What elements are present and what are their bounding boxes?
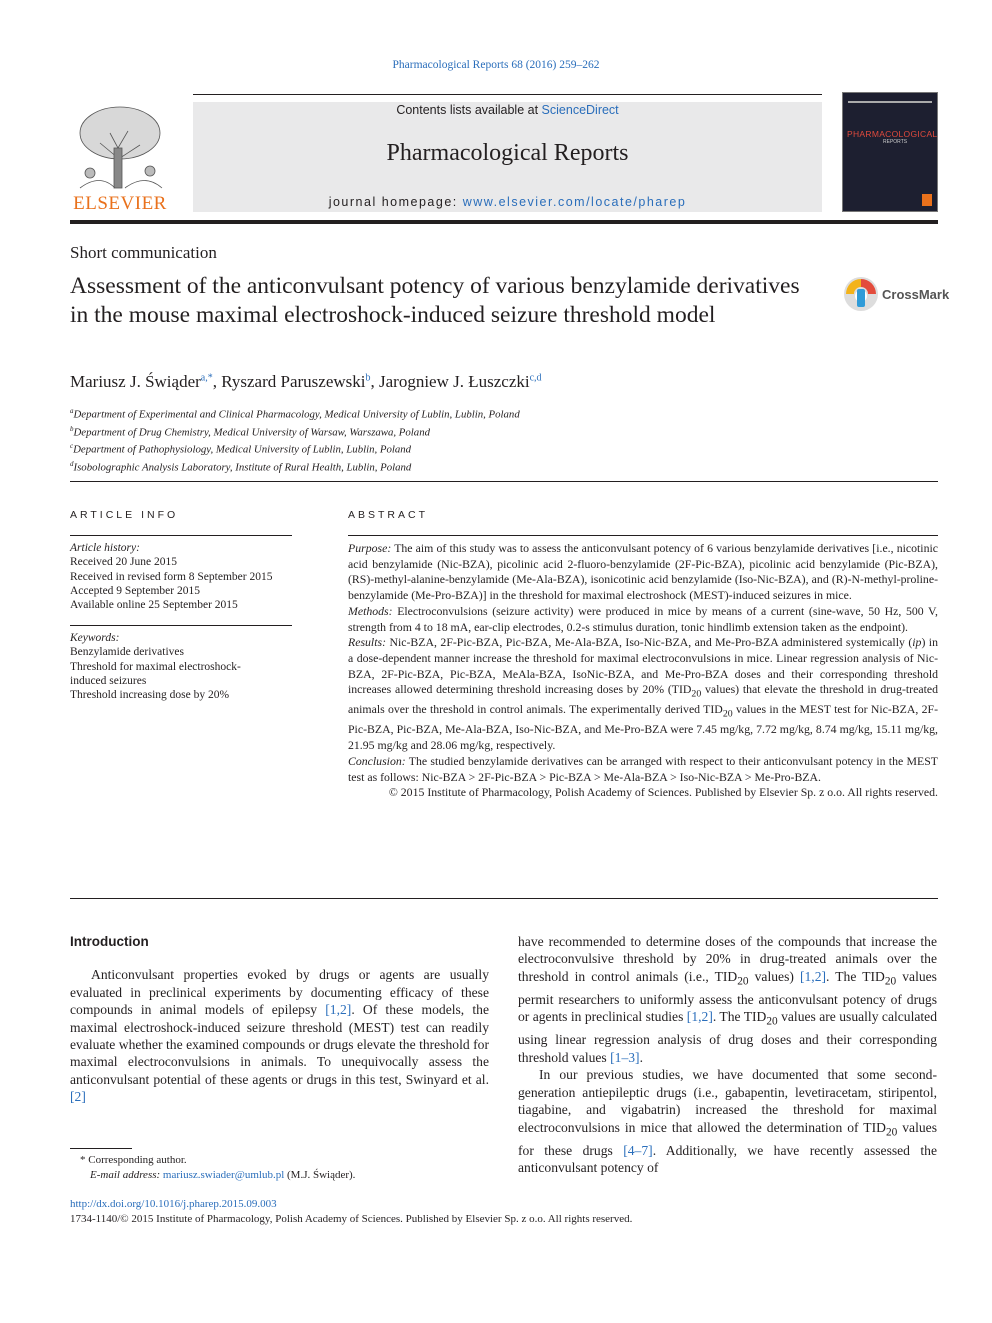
history-revised: Received in revised form 8 September 2015 [70,570,273,583]
keywords-label: Keywords: [70,632,120,644]
footnote-text: Corresponding author. [88,1154,187,1166]
paragraph-text: Anticonvulsant properties evoked by drugs or agents are usually evaluated in preclinical experiments by documenting efficacy of these compounds in animal models of epilepsy [70,967,489,1018]
email-link[interactable]: mariusz.swiader@umlub.pl [162,1169,285,1181]
author-separator: , [370,372,379,391]
affiliation-marker: c [70,442,74,451]
corresponding-marker[interactable]: * [207,372,213,384]
journal-title: Pharmacological Reports [386,140,629,166]
paragraph-text: . The TID [712,1009,767,1025]
citation-link[interactable]: [1,2] [325,1002,352,1018]
author-list [70,372,542,392]
history-label: Article history: [70,542,140,554]
article-info-rule [70,535,292,536]
cover-title: PHARMACOLOGICAL [847,129,938,139]
intro-paragraph-1-cont [518,933,937,1066]
keyword: Threshold increasing dose by 20% [70,689,230,702]
abstract-body [348,541,938,801]
crossmark-icon [842,275,880,313]
paragraph-text: values permit researchers to uniformly assess the anticonvulsant potency of drugs or agents in preclinical studies [518,968,937,1025]
abstract-rule [348,535,938,536]
publisher-name: ELSEVIER [73,193,167,214]
author-1 [70,372,221,391]
subscript: 20 [884,975,897,988]
methods-label: Methods: [348,603,393,618]
abstract-copyright: © 2015 Institute of Pharmacology, Polish Academy of Sciences. Published by Elsevier Sp. z o.o. All rights reserved. [388,785,938,800]
paragraph-text: . Additionally, we have recently assessed the anticonvulsant potency of [518,1142,937,1176]
citation-link[interactable]: [1–3] [610,1049,640,1065]
intro-paragraph-1 [70,966,489,1105]
results-route: ip [912,635,922,650]
subscript: 20 [691,688,702,700]
article-history [70,541,292,612]
intro-paragraph-2 [518,1066,937,1176]
citation-link[interactable]: [1,2] [686,1009,713,1025]
abstract-methods [348,604,938,635]
affiliation-text: Department of Pathophysiology, Medical University of Lublin, Lublin, Poland [73,443,412,456]
elsevier-logo [70,103,170,215]
cover-rule [848,101,932,103]
author-affiliation-marker[interactable]: c,d [529,372,542,384]
results-text: ) in a dose-dependent manner increase the threshold for maximal electroconvulsions in mice. Linear regression analysis of Nic-BZA, 2F-Pic-BZA, Pic-BZA, MeAla-BZA, IsoNic-BZA, and Me-Pro-BZA doses and their corresponding threshold increases allowed determining threshold increasing doses by 20% (TID [348,635,938,697]
abstract-conclusion [348,754,938,785]
email-owner: (M.J. Świąder). [287,1169,356,1181]
abstract-heading: ABSTRACT [348,509,429,521]
author-name: Ryszard Paruszewski [221,372,366,391]
sciencedirect-link[interactable]: ScienceDirect [541,103,619,117]
abstract-bottom-rule [70,898,938,899]
affiliation-text: Department of Experimental and Clinical Pharmacology, Medical University of Lublin, Lublin, Poland [73,408,520,421]
keywords-rule [70,625,292,626]
subscript: 20 [885,1126,898,1139]
elsevier-tree-icon [70,103,170,193]
conclusion-text: The studied benzylamide derivatives can be arranged with respect to their anticonvulsant potency in the MEST test as follows: Nic-BZA > 2F-Pic-BZA > Pic-BZA > Me-Ala-BZA > Iso-Nic-BZA > Me-Pro-BZA. [348,753,938,784]
contents-prefix: Contents lists available at [396,103,539,117]
article-info-heading: ARTICLE INFO [70,509,179,521]
abstract-purpose [348,541,938,604]
history-accepted: Accepted 9 September 2015 [70,584,200,597]
email-note [70,1168,355,1183]
history-online: Available online 25 September 2015 [70,599,238,612]
citation-link[interactable]: [2] [70,1089,86,1105]
abstract-results [348,635,938,754]
footnote-rule [70,1148,132,1149]
journal-reference[interactable]: Pharmacological Reports 68 (2016) 259–262 [392,59,600,71]
info-top-rule [70,481,938,482]
paragraph-text: values) [748,968,800,984]
footnote-marker: * [80,1154,86,1166]
paragraph-text: have recommended to determine doses of the compounds that increase the electroconvulsive threshold by 20% in drug-treated animals over the threshold in control animals (i.e., TID [518,934,937,984]
affiliation-marker: a [70,407,74,415]
banner-top-rule [193,94,822,95]
crossmark-label: CrossMark [882,287,950,302]
subscript: 20 [766,1016,778,1029]
affiliation-c [70,439,520,457]
subscript: 20 [722,708,733,720]
paragraph-text: . [639,1049,643,1065]
footnotes [70,1153,355,1183]
author-affiliation-marker[interactable]: b [365,372,371,384]
journal-homepage [193,195,822,209]
affiliation-marker: b [70,424,74,433]
purpose-label: Purpose: [348,541,392,555]
cover-publisher-mark-icon [922,194,932,206]
header-rule [70,220,938,224]
paragraph-text: . Of these models, the maximal electroshock-induced seizure threshold (MEST) test can readily evaluate whether the examined compounds or drugs elevate the threshold for maximal electroconvulsions in animals. To unequivocally assess the anticonvulsant potential of these agents or drugs in this test, Swinyard et al. [70,1002,490,1087]
paragraph-text: . The TID [826,968,885,984]
keyword: Benzylamide derivatives [70,646,185,659]
paragraph-text: values for these drugs [518,1119,937,1158]
body-left-column [70,933,489,1106]
journal-cover [842,92,938,212]
crossmark-badge[interactable] [842,275,950,313]
affiliation-marker: d [70,459,74,468]
paragraph-text: values are usually calculated using linear regression analysis of drug doses and their corresponding threshold values [518,1009,937,1065]
results-label: Results: [348,635,387,650]
affiliation-text: Isobolographic Analysis Laboratory, Institute of Rural Health, Lublin, Poland [73,461,412,474]
author-affiliation-marker[interactable]: a, [200,372,208,384]
results-text: values) that elevate the threshold in drug-treated animals over the threshold in control animals. The experimentally derived TID [348,682,938,717]
author-2 [221,372,379,391]
methods-text: Electroconvulsions (seizure activity) were produced in mice by means of a current (sine-wave, 50 Hz, 500 V, strength from 4 to 18 mA, ear-clip electrodes, 0.2-s stimulus duration, tonic hindlimb extension taken as the endpoint). [348,603,939,634]
affiliation-text: Department of Drug Chemistry, Medical University of Warsaw, Warszawa, Poland [73,426,430,439]
paragraph-text: In our previous studies, we have documented that some second-generation antiepileptic drugs (i.e., gabapentin, levetiracetam, stiripentol, tiagabine, and vigabatrin) increased the threshold for maximal electroconvulsions in mice that allowed the determination of TID [518,1067,937,1135]
email-label: E-mail address: [90,1169,161,1181]
introduction-heading: Introduction [70,934,149,949]
results-text: values in the MEST test for Nic-BZA, 2F-Pic-BZA, Pic-BZA, Me-Ala-BZA, Iso-Nic-BZA, and Me-Pro-BZA were 7.45 mg/kg, 7.72 mg/kg, 8.74 mg/kg, 15.11 mg/kg, 21.95 mg/kg and 28.06 mg/kg, respectively. [348,702,938,753]
cover-subtitle: REPORTS [883,139,908,145]
history-received: Received 20 June 2015 [70,556,177,569]
results-text: Nic-BZA, 2F-Pic-BZA, Pic-BZA, Me-Ala-BZA, Iso-Nic-BZA, and Me-Pro-BZA administered systemically ( [389,635,913,650]
section-type: Short communication [70,243,217,262]
issn-copyright: 1734-1140/© 2015 Institute of Pharmacology, Polish Academy of Sciences. Published by Elsevier Sp. z o.o. All rights reserved. [70,1213,633,1225]
citation-link[interactable]: [4–7] [623,1142,653,1158]
author-name: Mariusz J. Świąder [70,372,201,391]
affiliation-list [70,404,520,474]
corresponding-author-note [70,1153,355,1168]
homepage-link[interactable]: www.elsevier.com/locate/pharep [462,195,687,209]
affiliation-d [70,457,520,475]
contents-line [193,103,822,117]
purpose-text: The aim of this study was to assess the anticonvulsant potency of 6 various benzylamide derivatives [i.e., nicotinic acid benzylamide (Nic-BZA), picolinic acid 2-fluoro-benzylamide (2F-Pic-BZA), picolinic acid benzylamide (Pic-BZA), (RS)-methyl-alanine-benzylamide (Me-Ala-BZA), isonicotinic acid benzylamide (Iso-Nic-BZA), and (R)-N-methyl-proline-benzylamide (Me-Pro-BZA)] in the threshold for maximal electroshock (MEST)-induced seizures in mice. [348,541,938,603]
conclusion-label: Conclusion: [348,753,406,768]
author-separator: , [212,372,222,391]
affiliation-b [70,422,520,440]
author-name: Jarogniew J. Łuszczki [379,372,530,391]
article-title: Assessment of the anticonvulsant potency of various benzylamide derivatives in the mouse maximal electroshock-induced seizure threshold model [70,273,800,328]
homepage-prefix: journal homepage: [328,195,458,209]
subscript: 20 [737,975,749,988]
keywords [70,631,292,702]
keyword: Threshold for maximal electroshock-induced seizures [70,660,241,687]
citation-link[interactable]: [1,2] [799,968,827,984]
author-3 [379,372,542,391]
doi-link[interactable]: http://dx.doi.org/10.1016/j.pharep.2015.09.003 [70,1198,277,1210]
doi-block [70,1197,632,1227]
body-right-column [518,933,937,1176]
affiliation-a [70,404,520,422]
